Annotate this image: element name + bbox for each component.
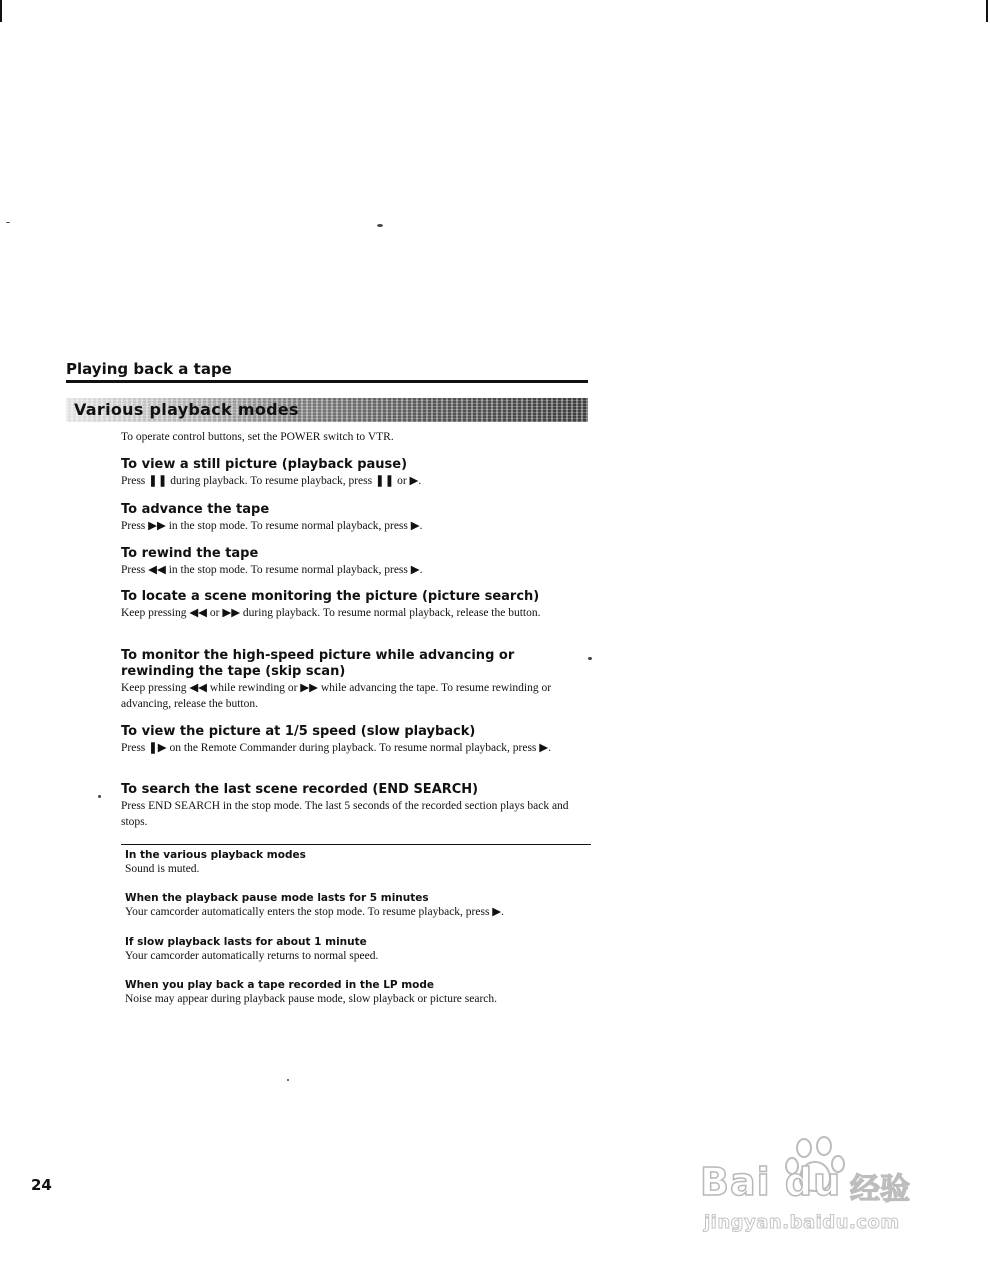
instruction-entry	[121, 589, 591, 621]
note-item	[125, 978, 595, 1007]
note-heading: When the playback pause mode lasts for 5 minutes	[125, 892, 429, 904]
scan-speck	[6, 222, 10, 223]
banner	[66, 398, 588, 422]
page-number: 24	[31, 1176, 52, 1194]
entry-body: Press END SEARCH in the stop mode. The last 5 seconds of the recorded section plays back and stops.	[121, 800, 569, 828]
note-heading: In the various playback modes	[125, 849, 306, 861]
instruction-entry	[121, 648, 591, 712]
entry-body: Press ◀◀ in the stop mode. To resume normal playback, press ▶.	[121, 564, 423, 576]
banner-title: Various playback modes	[74, 400, 299, 419]
entry-body: Keep pressing ◀◀ or ▶▶ during playback. To resume normal playback, release the button.	[121, 607, 541, 619]
instruction-entry	[121, 724, 591, 756]
note-item	[125, 935, 595, 964]
notes-divider	[121, 844, 591, 845]
entry-heading: To view a still picture (playback pause)	[121, 457, 408, 472]
entry-body: Press ❚▶ on the Remote Commander during playback. To resume normal playback, press ▶.	[121, 742, 551, 754]
scan-corner-mark-left	[0, 0, 2, 22]
watermark-brand: Bai du	[700, 1160, 842, 1204]
entry-heading: To view the picture at 1/5 speed (slow playback)	[121, 724, 476, 739]
note-body: Your camcorder automatically enters the stop mode. To resume playback, press ▶.	[125, 906, 505, 918]
scan-speck	[287, 1079, 289, 1081]
entry-heading: To monitor the high-speed picture while advancing or rewinding the tape (skip scan)	[121, 648, 515, 679]
watermark-cn: 经验	[850, 1172, 910, 1207]
watermark	[700, 1132, 940, 1242]
instruction-entry	[121, 782, 591, 830]
instruction-entry	[121, 502, 591, 534]
note-item	[125, 848, 595, 877]
entry-heading: To rewind the tape	[121, 546, 259, 561]
note-heading: When you play back a tape recorded in the LP mode	[125, 979, 435, 991]
entry-body: Press ❚❚ during playback. To resume playback, press ❚❚ or ▶.	[121, 475, 422, 487]
entry-heading: To search the last scene recorded (END SEARCH)	[121, 782, 479, 797]
note-item	[125, 891, 595, 920]
entry-heading: To advance the tape	[121, 502, 270, 517]
scan-corner-mark-right	[986, 0, 988, 22]
entry-heading: To locate a scene monitoring the picture (picture search)	[121, 589, 540, 604]
instruction-entry	[121, 546, 591, 578]
section-title-rule	[66, 380, 588, 383]
note-heading: If slow playback lasts for about 1 minute	[125, 936, 367, 948]
scan-speck	[98, 795, 101, 798]
instruction-entry	[121, 457, 591, 489]
entry-body: Keep pressing ◀◀ while rewinding or ▶▶ while advancing the tape. To resume rewinding or advancing, release the button.	[121, 682, 552, 710]
note-body: Your camcorder automatically returns to normal speed.	[125, 950, 379, 962]
note-body: Sound is muted.	[125, 863, 200, 875]
entry-body: Press ▶▶ in the stop mode. To resume normal playback, press ▶.	[121, 520, 423, 532]
section-title: Playing back a tape	[66, 360, 232, 378]
scan-speck	[377, 224, 383, 227]
watermark-url: jingyan.baidu.com	[704, 1212, 900, 1233]
intro-text: To operate control buttons, set the POWER switch to VTR.	[121, 431, 394, 443]
note-body: Noise may appear during playback pause mode, slow playback or picture search.	[125, 993, 498, 1005]
